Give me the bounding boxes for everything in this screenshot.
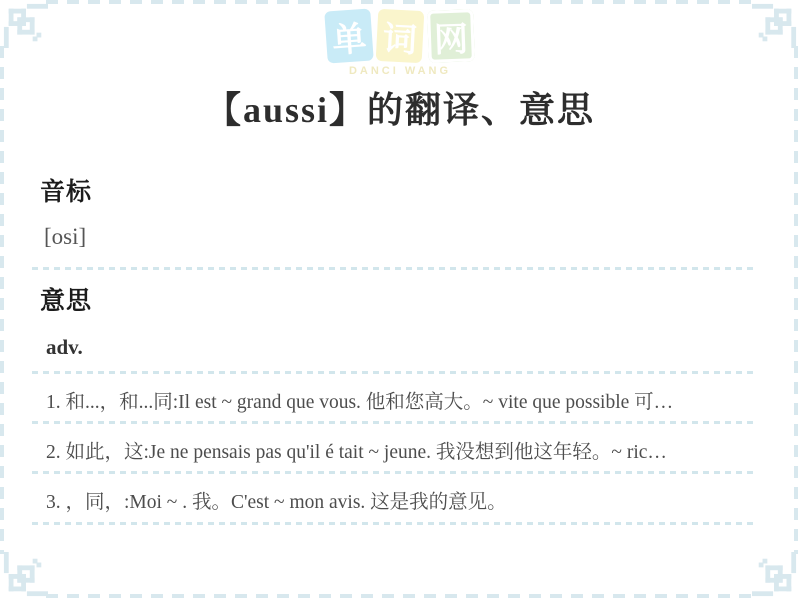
dashed-divider xyxy=(32,371,758,374)
section-heading-phonetic: 音标 xyxy=(40,179,93,206)
dashed-divider xyxy=(32,267,758,270)
logo-block-wang xyxy=(427,9,475,63)
logo-char: 网 xyxy=(433,20,469,60)
section-heading-meaning: 意思 xyxy=(40,288,93,315)
corner-ornament-icon xyxy=(752,2,798,48)
dashed-divider xyxy=(32,421,758,424)
logo-block-ci xyxy=(376,9,425,63)
logo-blocks xyxy=(326,10,474,62)
dashed-divider xyxy=(32,471,758,474)
definition-item: 1. 和...，和...同:Il est ~ grand que vous. 他和您高大。~ vite que possible 可… xyxy=(46,392,674,413)
corner-ornament-icon xyxy=(752,552,798,598)
page-title: 【aussi】的翻译、意思 xyxy=(204,90,596,130)
corner-ornament-icon xyxy=(2,552,48,598)
phonetic-value: [osi] xyxy=(44,224,87,249)
corner-ornament-icon xyxy=(2,2,48,48)
dashed-divider xyxy=(32,522,758,525)
logo-caption: DANCI WANG xyxy=(348,65,452,77)
logo-char: 单 xyxy=(331,20,368,60)
definition-item: 2. 如此，这:Je ne pensais pas qu'il é tait ~ jeune. 我没想到他这年轻。~ ric… xyxy=(46,442,667,463)
definition-item: 3. ，同，:Moi ~ . 我。C'est ~ mon avis. 这是我的意见。 xyxy=(46,492,507,513)
site-logo[interactable] xyxy=(326,10,474,77)
logo-block-dan xyxy=(324,8,374,63)
page-border-top xyxy=(46,0,754,4)
part-of-speech-label: adv. xyxy=(46,335,83,359)
page-border-bottom xyxy=(46,594,754,598)
logo-char: 词 xyxy=(381,20,418,60)
